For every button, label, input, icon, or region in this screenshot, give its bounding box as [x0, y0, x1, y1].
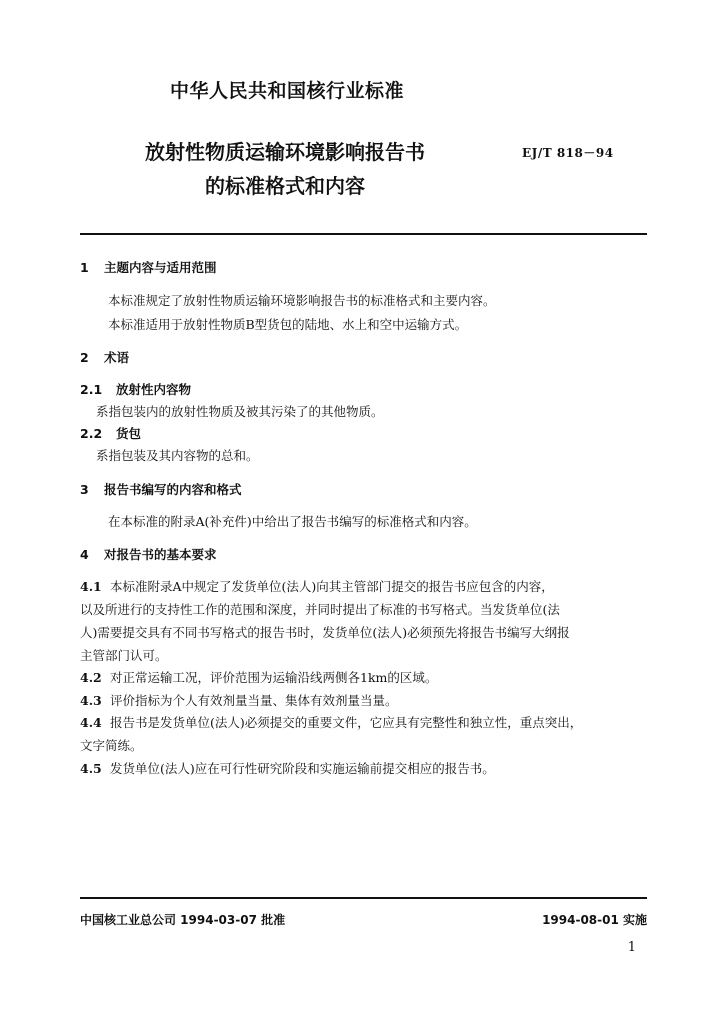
section-title: 对报告书的基本要求	[104, 547, 217, 562]
section-4-5	[80, 760, 495, 778]
subsection-number: 4.5	[80, 761, 102, 776]
section-4-2	[80, 669, 437, 687]
section-4-1-line-2: 以及所进行的支持性工作的范围和深度，并同时提出了标准的书写格式。当发货单位(法	[80, 602, 560, 617]
approval-statement: 中国核工业总公司 1994-03-07 批准	[80, 913, 286, 927]
paragraph-text: 对正常运输工况，评价范围为运输沿线两侧各1km的区域。	[110, 670, 438, 685]
section-3-heading	[80, 481, 242, 499]
standard-code: EJ/T 818－94	[522, 146, 614, 160]
section-4-heading	[80, 546, 217, 564]
paragraph-text: 报告书是发货单位(法人)必须提交的重要文件，它应具有完整性和独立性，重点突出，	[110, 715, 583, 730]
standard-type-heading: 中华人民共和国核行业标准	[170, 80, 405, 102]
footer-divider	[80, 897, 647, 899]
subsection-number: 4.2	[80, 670, 102, 685]
title-line-1: 放射性物质运输环境影响报告书	[145, 140, 425, 164]
subsection-number: 2.1	[80, 382, 103, 397]
section-number: 4	[80, 547, 89, 562]
section-4-3	[80, 692, 398, 710]
section-number: 2	[80, 350, 89, 365]
section-4-4-line-2: 文字简练。	[80, 738, 143, 753]
paragraph-text: 本标准附录A中规定了发货单位(法人)向其主管部门提交的报告书应包含的内容，	[110, 579, 554, 594]
subsection-number: 4.1	[80, 579, 102, 594]
section-number: 3	[80, 482, 89, 497]
effective-date: 1994-08-01 实施	[542, 913, 647, 927]
subsection-number: 4.4	[80, 715, 102, 730]
section-title: 主题内容与适用范围	[104, 260, 217, 275]
section-title: 报告书编写的内容和格式	[104, 482, 242, 497]
section-1-heading	[80, 259, 217, 277]
section-2-2-heading	[80, 425, 141, 443]
section-2-2-text: 系指包装及其内容物的总和。	[96, 448, 259, 463]
subsection-number: 2.2	[80, 426, 103, 441]
subsection-number: 4.3	[80, 693, 102, 708]
section-4-1-line-4: 主管部门认可。	[80, 648, 168, 663]
section-4-1-line-3: 人)需要提交具有不同书写格式的报告书时，发货单位(法人)必须预先将报告书编写大纲报	[80, 625, 570, 640]
section-1-paragraph-2: 本标准适用于放射性物质B型货包的陆地、水上和空中运输方式。	[108, 317, 468, 332]
section-number: 1	[80, 260, 89, 275]
page-number: 1	[627, 940, 636, 955]
subsection-title: 货包	[116, 426, 142, 441]
section-2-heading	[80, 349, 129, 367]
section-3-paragraph: 在本标准的附录A(补充件)中给出了报告书编写的标准格式和内容。	[108, 514, 477, 529]
section-1-paragraph-1: 本标准规定了放射性物质运输环境影响报告书的标准格式和主要内容。	[108, 293, 496, 308]
section-2-1-text: 系指包装内的放射性物质及被其污染了的其他物质。	[96, 404, 384, 419]
header-divider	[80, 233, 647, 235]
section-4-4-line-1	[80, 714, 582, 732]
subsection-title: 放射性内容物	[116, 382, 192, 397]
section-2-1-heading	[80, 381, 191, 399]
section-title: 术语	[104, 350, 130, 365]
paragraph-text: 评价指标为个人有效剂量当量、集体有效剂量当量。	[110, 693, 398, 708]
section-4-1-line-1	[80, 578, 554, 596]
paragraph-text: 发货单位(法人)应在可行性研究阶段和实施运输前提交相应的报告书。	[110, 761, 495, 776]
title-line-2: 的标准格式和内容	[205, 174, 365, 198]
